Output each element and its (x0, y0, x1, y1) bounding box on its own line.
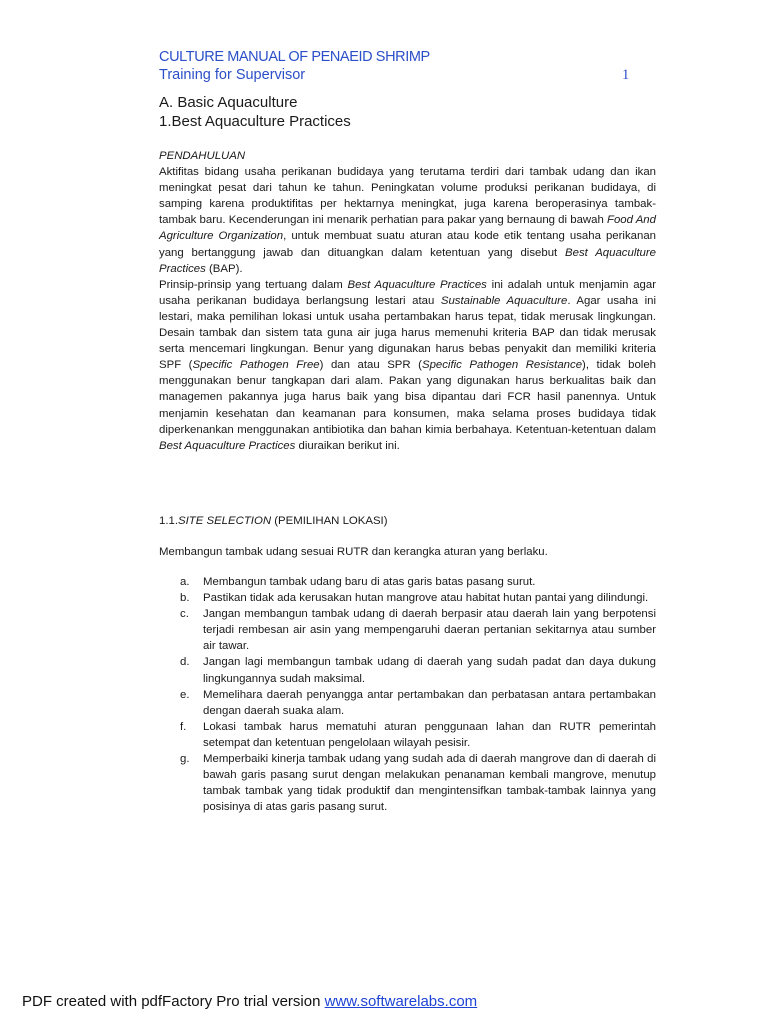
footer-text: PDF created with pdfFactory Pro trial version (22, 993, 325, 1010)
site-selection-subtitle: (PEMILIHAN LOKASI) (271, 515, 388, 527)
italic-term: Best Aquaculture Practices (159, 439, 296, 452)
italic-term: Best Aquaculture Practices (347, 278, 487, 291)
list-marker: e. (180, 688, 190, 701)
intro-body (159, 148, 656, 454)
list-item (159, 654, 656, 686)
italic-term: Best Aquaculture Practices (159, 246, 656, 275)
italic-term: Sustainable Aquaculture (440, 294, 568, 307)
list-item-text: Memelihara daerah penyangga antar pertambakan dan perbatasan antara pertambakan dengan daerah suaka alam. (203, 688, 656, 717)
document-title: CULTURE MANUAL OF PENAEID SHRIMP (159, 49, 430, 65)
italic-term: Specific Pathogen Resistance (421, 359, 583, 372)
list-marker: c. (180, 608, 189, 621)
site-selection-list (159, 574, 656, 815)
text-run: ) dan atau SPR ( (319, 359, 422, 372)
text-run: diuraikan berikut ini. (295, 439, 400, 452)
list-item (159, 687, 656, 719)
site-selection-heading (159, 513, 388, 529)
list-item-text: Membangun tambak udang baru di atas garis batas pasang surut. (203, 576, 536, 588)
text-run: ini adalah untuk menjamin agar usaha perikanan budidaya berlangsung lestari atau (159, 278, 656, 307)
pdf-footer (22, 993, 477, 1010)
list-item-text: Jangan membangun tambak udang di daerah berpasir atau daerah lain yang berpotensi terjadi rembesan air asin yang mempengaruhi daeran pertanian sekitarnya atau sumber air tawar. (203, 608, 656, 653)
italic-term: Specific Pathogen Free (192, 359, 320, 372)
list-marker: b. (180, 592, 190, 605)
list-marker: a. (180, 576, 190, 588)
list-item (159, 751, 656, 815)
list-item-text: Pastikan tidak ada kerusakan hutan mangrove atau habitat hutan pantai yang dilindungi. (203, 592, 649, 605)
list-item (159, 574, 656, 590)
list-item-text: Memperbaiki kinerja tambak udang yang sudah ada di daerah mangrove dan di daerah di bawah garis pasang surut dengan melakukan penanaman kembali mangrove, menutup tambak tambak yang tidak produktif dan mengintensifkan tambak-tambak lainnya yang posisinya di atas garis pasang surut. (203, 753, 656, 814)
intro-paragraph-1 (159, 164, 656, 277)
list-item (159, 606, 656, 654)
site-selection-title: SITE SELECTION (178, 515, 272, 527)
site-selection-intro: Membangun tambak udang sesuai RUTR dan kerangka aturan yang berlaku. (159, 546, 548, 558)
list-marker: d. (180, 656, 190, 669)
section-subheading: 1.Best Aquaculture Practices (159, 113, 351, 130)
list-marker: f. (180, 720, 187, 733)
list-marker: g. (180, 753, 190, 766)
text-run: , untuk membuat suatu aturan atau kode etik tentang usaha perikanan yang bertanggung jawab dan dituangkan dalam ketentuan yang disebut (159, 230, 656, 259)
intro-label: PENDAHULUAN (159, 150, 246, 162)
section-number: 1.1. (159, 515, 178, 527)
intro-paragraph-2 (159, 277, 656, 454)
list-item (159, 590, 656, 606)
list-item (159, 719, 656, 751)
page-number: 1 (622, 67, 630, 83)
document-subtitle: Training for Supervisor (159, 67, 306, 83)
text-run: Aktifitas bidang usaha perikanan budidaya yang terutama terdiri dari tambak udang dan ikan meningkat pesat dari tahun ke tahun. Peningkatan volume produksi perikanan budidaya, di samping karena produktifitas per hektarnya meningkat, juga karena beroperasinya tambak-tambak baru. Kecenderungan ini menarik perhatian para pakar yang bernaung di bawah (159, 166, 656, 227)
italic-term: Food And Agriculture Organization (159, 214, 656, 243)
text-run: Prinsip-prinsip yang tertuang dalam (159, 278, 348, 291)
text-run: . Agar usaha ini lestari, maka pemilihan lokasi untuk usaha pertambakan harus tepat, tidak merusak lingkungan. Desain tambak dan sistem tata guna air juga harus memenuhi kriteria BAP dan tidak merusak serta mencemari lingkungan. Benur yang digunakan harus bebas penyakit dan memiliki kriteria SPF ( (159, 294, 656, 372)
list-item-text: Jangan lagi membangun tambak udang di daerah yang sudah padat dan daya dukung lingkungannya sudah maksimal. (203, 656, 656, 685)
text-run: ), tidak boleh menggunakan benur tangkapan dari alam. Pakan yang digunakan harus berkualitas baik dan managemen pakannya juga harus baik yang bisa dipantau dari FCR hasil panennya. Untuk menjamin kesehatan dan keamanan para konsumen, maka selama proses budidaya tidak diperkenankan menggunakan antibiotika dan bahan kimia berbahaya. Ketentuan-ketentuan dalam (159, 359, 657, 436)
text-run: (BAP). (205, 262, 243, 275)
footer-link[interactable]: www.softwarelabs.com (324, 993, 478, 1010)
list-item-text: Lokasi tambak harus mematuhi aturan penggunaan lahan dan RUTR pemerintah setempat dan ketentuan pengelolaan wilayah pesisir. (203, 720, 656, 749)
section-heading: A. Basic Aquaculture (159, 94, 298, 111)
